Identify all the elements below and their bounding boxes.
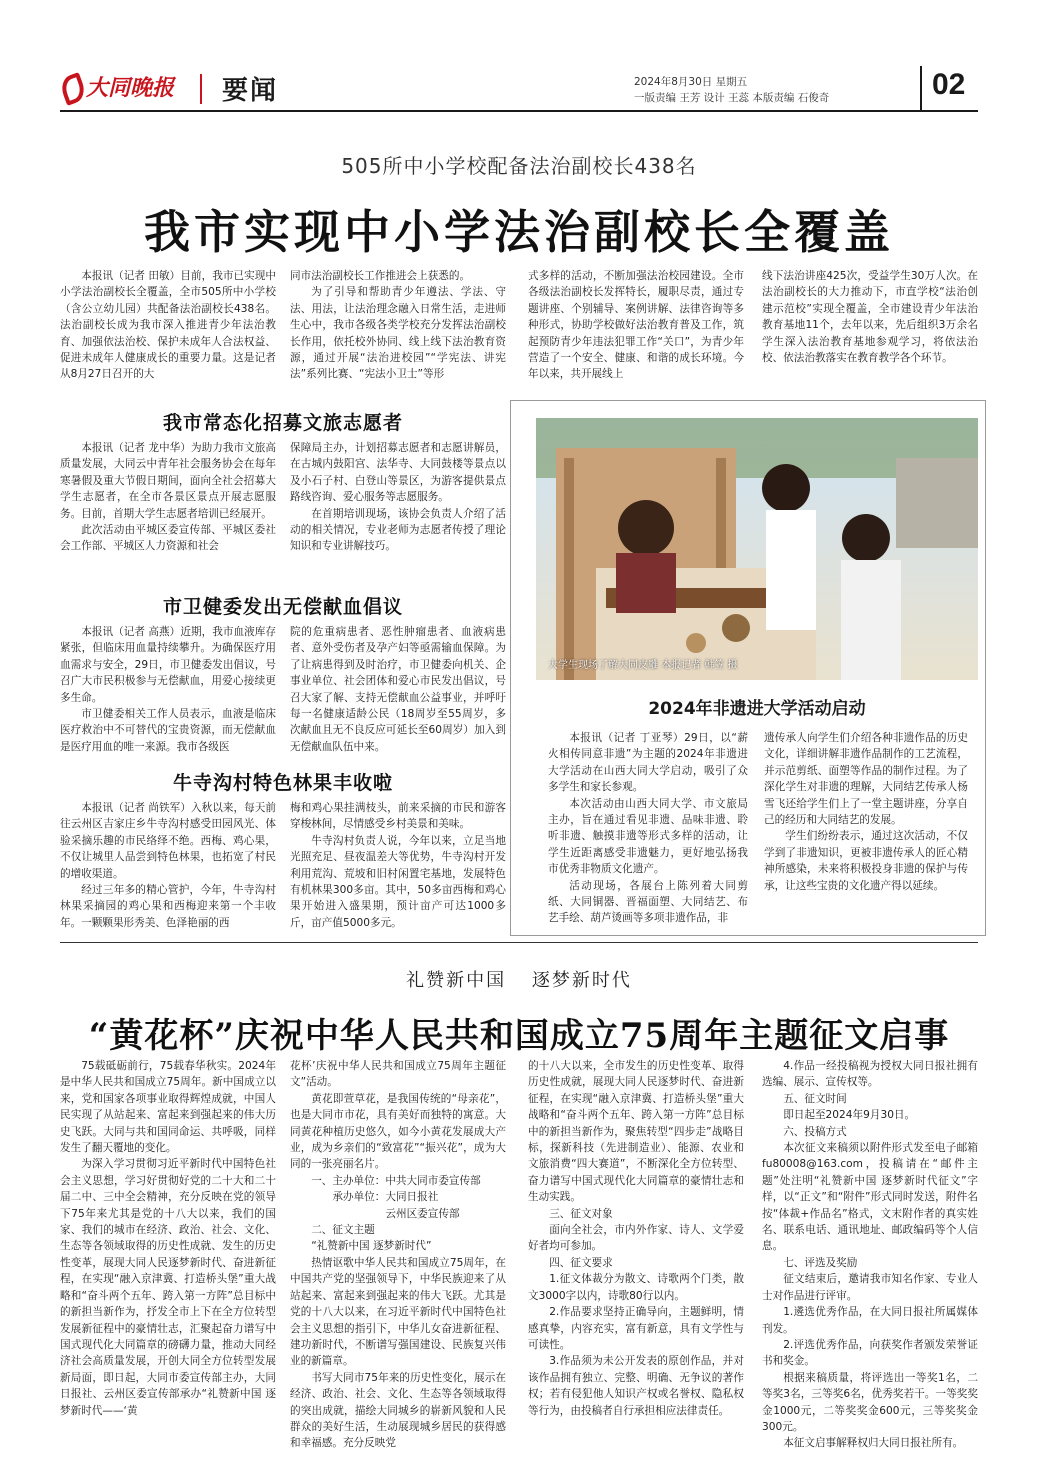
volunteer-paragraph: 保障局主办，计划招募志愿者和志愿讲解员，在古城内鼓阳宫、法华寺、大同鼓楼等景点以及小石子村、白登山等景区，为游客提供景点路线咨询、爱心服务等志愿服务。	[290, 442, 506, 504]
lead-headline: 我市实现中小学法治副校长全覆盖	[144, 205, 894, 259]
blood-title: 市卫健委发出无偿献血倡议	[162, 596, 403, 618]
logo-text: 大同晚报	[86, 74, 175, 101]
lead-column-2	[290, 268, 506, 383]
essay-paragraph: 的十八大以来，全市发生的历史性变革、取得历史性成就，展现大同人民逐梦时代、奋进新征程，在实现“融入京津冀、打造桥头堡”重大战略和“奋斗两个五年、跨入第一方阵”总目标中的新担当新作为，聚焦转型“四步走”战略目标，探新科技（先进制造业）、能源、农业和文旅消费“四大赛道”，不断深化全方位转型、奋力谱写中国式现代化大同篇章的豪情壮志和生动实践。	[528, 1060, 744, 1204]
essay-paragraph: 二、征文主题	[311, 1224, 375, 1237]
lead-subhead: 505所中小学校配备法治副校长438名	[341, 154, 697, 178]
heritage-paragraph: 活动现场，各展台上陈列着大同剪纸、大同铜器、晋福面塑、大同结艺、布艺手绘、葫芦烫画等多项非遗作品，非	[548, 879, 748, 925]
essay-paragraph: 4.作品一经投稿视为授权大同日报社拥有选编、展示、宣传权等。	[762, 1060, 978, 1089]
village-paragraph: 梅和鸡心果挂满枝头，前来采摘的市民和游客穿梭林间，尽情感受乡村美景和美味。	[290, 802, 506, 831]
lead-paragraph: 本报讯（记者 田敏）目前，我市已实现中小学法治副校长全覆盖，全市505所中小学校（含公立幼儿园）共配备法治副校长438名。法治副校长成为我市深入推进青少年法治教育、加强依法治校、保护未成年人合法权益、促进未成年人健康成长的重要力量。这是记者从8月27日召开的大	[60, 270, 276, 381]
essay-paragraph: 即日起至2024年9月30日。	[783, 1109, 916, 1122]
essay-column-4	[762, 1058, 978, 1452]
lead-paragraph: 线下法治讲座425次，受益学生30万人次。在法治副校长的大力推动下，市直学校“法治创建示范校”实现全覆盖，全市建设青少年法治教育基地11个，去年以来，先后组织3万余名学生深入法治教育基地参观学习，将依法治校、依法治教落实在教育教学各个环节。	[762, 270, 978, 365]
heritage-paragraph: 学生们纷纷表示，通过这次活动，不仅学到了非遗知识，更被非遗传承人的匠心精神所感染，未来将积极投身非遗的保护与传承，让这些宝贵的文化遗产得以延续。	[764, 830, 968, 892]
essay-paragraph: 承办单位：大同日报社	[332, 1191, 439, 1204]
heritage-photo-illustration	[536, 418, 978, 680]
section-divider-line	[60, 942, 978, 943]
village-paragraph: 本报讯（记者 尚铁军）入秋以来，每天前往云州区吉家庄乡牛寺沟村感受田园风光、体验采摘乐趣的市民络绎不绝。西梅、鸡心果，不仅让城里人品尝到特色林果，也拓宽了村民的增收渠道。	[60, 802, 276, 880]
lead-paragraph: 式多样的活动，不断加强法治校园建设。全市各级法治副校长发挥特长，履职尽责，通过专题讲座、个别辅导、案例讲解、法律咨询等多种形式，协助学校做好法治教育普及工作，筑起预防青少年违法犯罪工作“关口”，为青少年营造了一个安全、健康、和谐的成长环境。今年以来，共开展线上	[528, 270, 744, 381]
heritage-paragraph: 本次活动由山西大同大学、市文旅局主办，旨在通过看见非遗、品味非遗、聆听非遗、触摸非遗等形式多样的活动，让学生近距离感受非遗魅力，更好地弘扬我市优秀非物质文化遗产。	[548, 797, 748, 876]
essay-paragraph: 云州区委宣传部	[385, 1207, 460, 1220]
essay-paragraph: 花杯’庆祝中华人民共和国成立75周年主题征文”活动。	[290, 1060, 506, 1089]
heritage-title: 2024年非遗进大学活动启动	[648, 699, 866, 719]
essay-column-2	[290, 1058, 506, 1452]
logo-flame-icon	[60, 73, 82, 99]
page-number-divider	[920, 66, 922, 110]
essay-subhead: 礼赞新中国 逐梦新时代	[406, 970, 632, 991]
village-paragraph: 牛寺沟村负责人说，今年以来，立足当地光照充足、昼夜温差大等优势，牛寺沟村开发利用荒沟、荒坡和旧村闲置宅基地，发展特色有机林果300多亩。其中，50多亩西梅和鸡心果开始进入盛果期，预计亩产可达1000多斤，亩产值5000多元。	[290, 834, 506, 929]
essay-paragraph: 本征文启事解释权归大同日报社所有。	[783, 1437, 964, 1450]
village-column-1	[60, 800, 276, 931]
date-line: 2024年8月30日 星期五	[634, 76, 748, 88]
volunteer-paragraph: 本报讯（记者 龙中华）为助力我市文旅高质量发展，大同云中青年社会服务协会在每年寒暑假及重大节假日期间，面向全社会招募大学生志愿者，在全市各景区景点开展志愿服务。目前，首期大学生志愿者培训已经展开。	[60, 442, 276, 520]
blood-column-1	[60, 624, 276, 755]
lead-column-3	[528, 268, 744, 383]
essay-paragraph: 五、征文时间	[783, 1092, 847, 1105]
photo-caption: 大学生现场了解大同皮雕 本报记者 韩笠 摄	[548, 660, 738, 671]
essay-paragraph: 本次征文来稿须以附件形式发至电子邮箱fu80008@163.com，投稿请在“邮件主题”处注明“礼赞新中国 逐梦新时代征文”字样，以“正文”和“附件”形式同时发送，附件名按“体裁+作品名”格式，文末附作者的真实姓名、联系电话、通讯地址、邮政编码等个人信息。	[762, 1142, 978, 1253]
essay-paragraph: 为深入学习贯彻习近平新时代中国特色社会主义思想，学习好贯彻好党的二十大和二十届二中、三中全会精神，充分反映在党的领导下75年来尤其是党的十八大以来，我们的国家、我们的城市在经济、政治、社会、文化、生态等各领域取得的历史性成就、发生的历史性变革，展现大同人民逐梦新时代、奋进新征程，在实现“融入京津冀、打造桥头堡”重大战略和“奋斗两个五年、跨入第一方阵”总目标中的新担当新作为，抒发全市上下在全方位转型发展新征程中的豪情壮志，汇聚起奋力谱写中国式现代化大同篇章的磅礴力量，推动大同经济社会高质量发展，开创大同全方位转型发展新局面，即日起，大同市委宣传部主办，大同日报社、云州区委宣传部承办“礼赞新中国 逐梦新时代——‘黄	[60, 1158, 276, 1417]
essay-paragraph: 1.征文体裁分为散文、诗歌两个门类，散文3000字以内，诗歌80行以内。	[528, 1273, 744, 1302]
essay-paragraph: 3.作品须为未公开发表的原创作品，并对该作品拥有独立、完整、明确、无争议的著作权；若有侵犯他人知识产权或名誉权、隐私权等行为，由投稿者自行承担相应法律责任。	[528, 1355, 744, 1417]
village-column-2	[290, 800, 506, 931]
volunteer-paragraph: 此次活动由平城区委宣传部、平城区委社会工作部、平城区人力资源和社会	[60, 524, 276, 553]
village-title: 牛寺沟村特色林果丰收啦	[172, 772, 393, 794]
essay-paragraph: 面向全社会，市内外作家、诗人、文学爱好者均可参加。	[528, 1224, 744, 1253]
essay-paragraph: 2.评选优秀作品，向获奖作者颁发荣誉证书和奖金。	[762, 1338, 978, 1368]
heritage-column-2	[764, 730, 968, 894]
lead-paragraph: 同市法治副校长工作推进会上获悉的。	[290, 270, 471, 282]
essay-paragraph: 1.遴选优秀作品，在大同日报社所属媒体刊发。	[762, 1306, 978, 1335]
blood-paragraph: 本报讯（记者 高燕）近期，我市血液库存紧张，但临床用血量持续攀升。为确保医疗用血需求与安全，29日，市卫健委发出倡议，号召广大市民积极参与无偿献血，用爱心接续更多生命。	[60, 626, 276, 704]
village-paragraph: 经过三年多的精心管护，今年，牛寺沟村林果采摘园的鸡心果和西梅迎来第一个丰收年。一颗颗果形秀美、色泽艳丽的西	[60, 884, 276, 929]
essay-paragraph: 75载砥砺前行，75载春华秋实。2024年是中华人民共和国成立75周年。新中国成立以来，党和国家各项事业取得辉煌成就，中国人民实现了从站起来、富起来到强起来的伟大历史飞跃。大同与共和国同命运、共呼吸，同样发生了翻天覆地的变化。	[60, 1060, 276, 1155]
newspaper-logo	[60, 68, 195, 104]
section-name: 要闻	[222, 76, 279, 106]
volunteer-paragraph: 在首期培训现场，该协会负责人介绍了活动的相关情况，专业老师为志愿者传授了理论知识和专业讲解技巧。	[290, 507, 506, 553]
heritage-column-1	[548, 730, 748, 927]
heritage-paragraph: 本报讯（记者 丁亚琴）29日，以“薪火相传同意非遗”为主题的2024年非遗进大学活动在山西大同大学启动，吸引了众多学生和家长参观。	[548, 732, 748, 794]
essay-paragraph: 黄花即萱草花，是我国传统的“母亲花”，也是大同市市花，具有美好而独特的寓意。大同黄花种植历史悠久，如今小黄花发展成大产业，成为乡亲们的“致富花”“振兴花”，成为大同的一张亮丽名片。	[290, 1092, 506, 1171]
blood-column-2	[290, 624, 506, 755]
volunteer-column-2	[290, 440, 506, 555]
essay-paragraph: 七、评选及奖励	[783, 1256, 858, 1269]
section-divider	[200, 74, 202, 104]
essay-paragraph: 一、主办单位：中共大同市委宣传部	[311, 1174, 481, 1187]
essay-column-3	[528, 1058, 744, 1419]
essay-column-1	[60, 1058, 276, 1419]
essay-paragraph: 征文结束后，邀请我市知名作家、专业人士对作品进行评审。	[762, 1273, 978, 1302]
essay-headline: “黄花杯”庆祝中华人民共和国成立75周年主题征文启事	[88, 1016, 950, 1056]
essay-paragraph: 四、征文要求	[549, 1256, 613, 1269]
masthead-rule	[60, 110, 978, 112]
blood-paragraph: 市卫健委相关工作人员表示，血液是临床医疗救治中不可替代的宝贵资源，而无偿献血是医疗用血的唯一来源。我市各级医	[60, 708, 276, 753]
essay-paragraph: 三、征文对象	[549, 1207, 613, 1220]
heritage-photo	[536, 418, 978, 680]
heritage-paragraph: 遗传承人向学生们介绍各种非遗作品的历史文化，详细讲解非遗作品制作的工艺流程，并示范剪纸、面塑等作品的制作过程。为了深化学生对非遗的理解，大同结艺传承人杨雪飞还给学生们上了一堂主题讲座，分享自己的经历和大同结艺的发展。	[764, 732, 968, 827]
essay-paragraph: 热情讴歌中华人民共和国成立75周年，在中国共产党的坚强领导下，中华民族迎来了从站起来、富起来到强起来的伟大飞跃。尤其是党的十八大以来，在习近平新时代中国特色社会主义思想的指引下，中华儿女奋进新征程、建功新时代，不断谱写强国建设、民族复兴伟业的新篇章。	[290, 1256, 506, 1368]
page-number: 02	[932, 68, 966, 101]
blood-paragraph: 院的危重病患者、恶性肿瘤患者、血液病患者、意外受伤者及孕产妇等亟需输血保障。为了让病患得到及时治疗，市卫健委向机关、企事业单位、社会团体和爱心市民发出倡议，号召大家了解、支持无偿献血公益事业，并呼吁每一名健康适龄公民（18周岁至55周岁，多次献血且无不良反应可延长至60周岁）加入到无偿献血队伍中来。	[290, 626, 506, 753]
editors-line: 一版责编 王芳 设计 王蕊 本版责编 石俊奇	[634, 92, 830, 104]
essay-paragraph: 书写大同市75年来的历史性变化，展示在经济、政治、社会、文化、生态等各领域取得的突出成就，描绘大同城乡的崭新风貌和人民群众的美好生活，生动展现城乡居民的获得感和幸福感。充分反映党	[290, 1371, 506, 1450]
essay-paragraph: “礼赞新中国 逐梦新时代”	[311, 1240, 432, 1253]
volunteer-title: 我市常态化招募文旅志愿者	[162, 412, 403, 434]
volunteer-column-1	[60, 440, 276, 555]
essay-paragraph: 2.作品要求坚持正确导向，主题鲜明，情感真挚，内容充实，富有新意，具有文学性与可读性。	[528, 1306, 744, 1351]
essay-paragraph: 根据来稿质量，将评选出一等奖1名，二等奖3名，三等奖6名，优秀奖若干。一等奖奖金1000元，二等奖奖金600元，三等奖奖金300元。	[762, 1371, 978, 1433]
lead-column-1	[60, 268, 276, 383]
essay-paragraph: 六、投稿方式	[783, 1125, 847, 1138]
lead-paragraph: 为了引导和帮助青少年遵法、学法、守法、用法，让法治理念融入日常生活，走进师生心中，我市各级各类学校充分发挥法治副校长作用，依托校外协同、线上线下法治教育资源，通过开展“法治进校园”“学宪法、讲宪法”系列比赛、“宪法小卫士”等形	[290, 286, 506, 381]
header-meta	[634, 74, 829, 106]
lead-column-4	[762, 268, 978, 366]
